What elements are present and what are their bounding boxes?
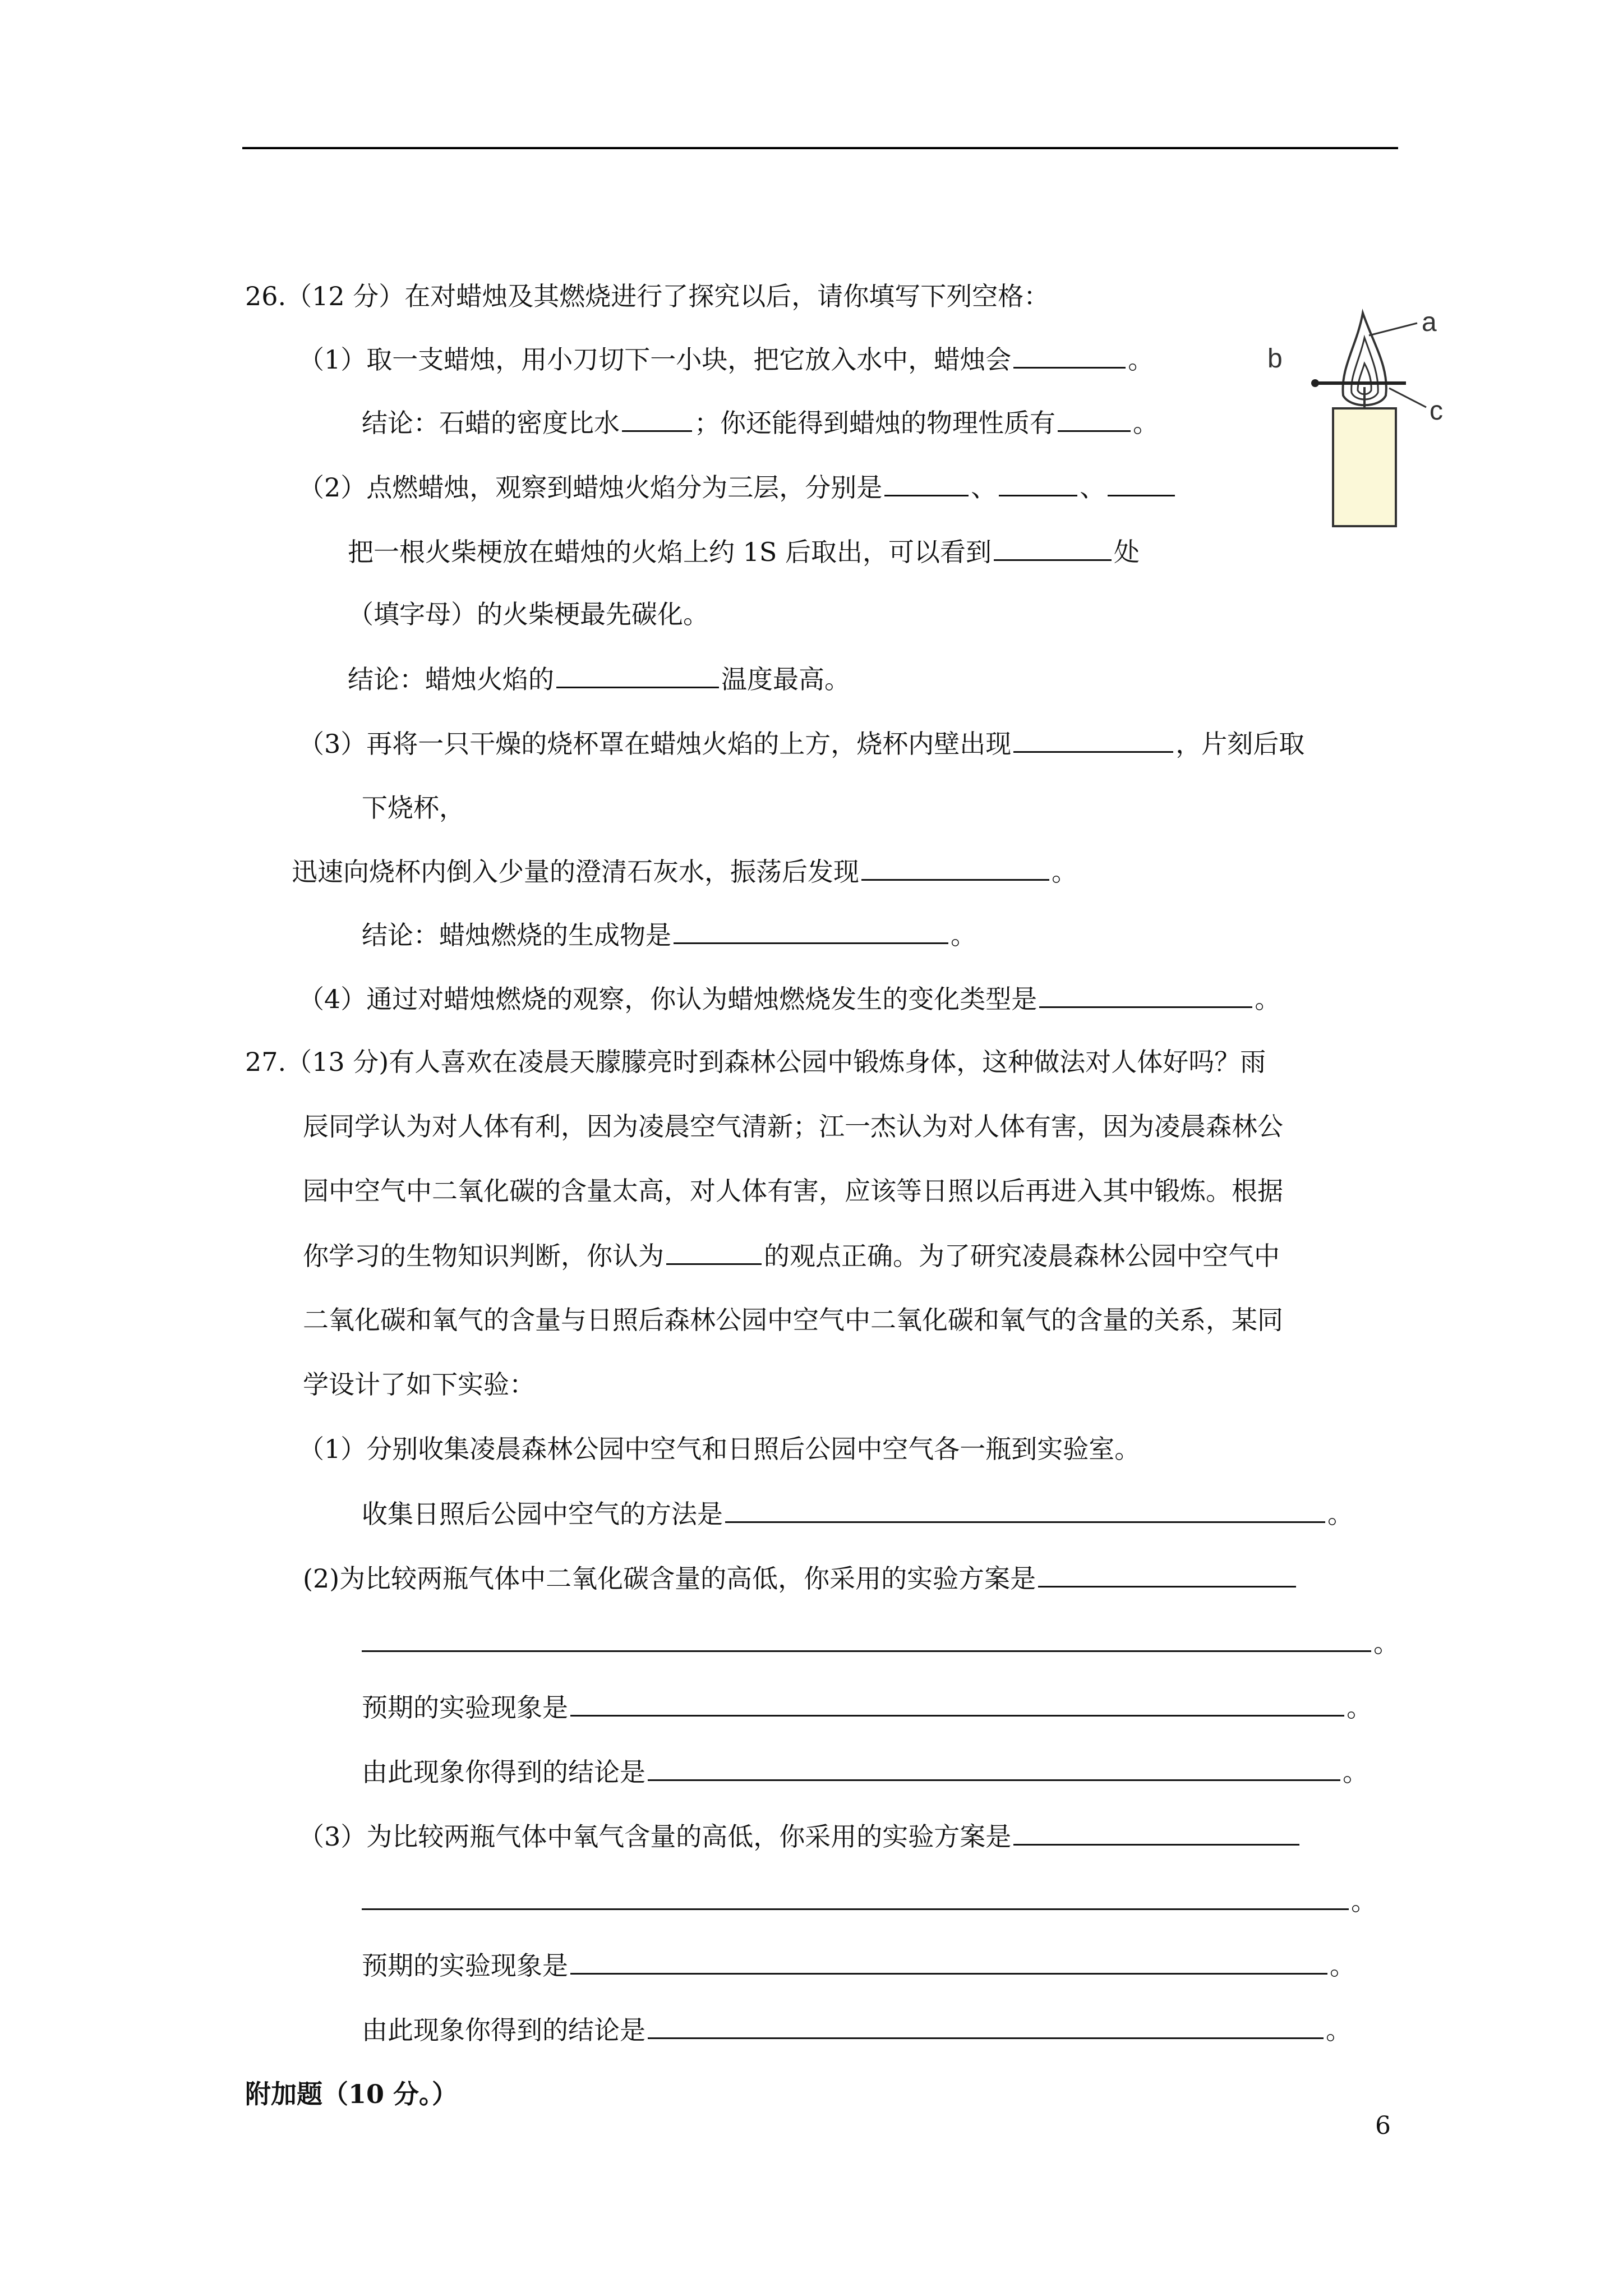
answer-blank[interactable] (556, 662, 719, 688)
answer-blank[interactable] (884, 470, 969, 496)
answer-blank[interactable] (861, 854, 1049, 881)
q26-part2-line3: （填字母）的火柴梗最先碳化。 (348, 599, 709, 629)
answer-blank[interactable] (666, 1239, 762, 1265)
header-rule (242, 147, 1398, 149)
q26-part4-line1: （4）通过对蜡烛燃烧的观察，你认为蜡烛燃烧发生的变化类型是 。 (298, 982, 1280, 1015)
q27-step3-expect: 预期的实验现象是 。 (362, 1948, 1355, 1982)
q27-line5: 二氧化碳和氧气的含量与日照后森林公园中空气中二氧化碳和氧气的含量的关系，某同 (303, 1305, 1283, 1335)
q26-part3-line4: 结论：蜡烛燃烧的生成物是 。 (362, 918, 976, 951)
answer-blank[interactable] (622, 406, 692, 432)
answer-blank[interactable] (648, 2013, 1324, 2039)
q26-part1-line1: （1）取一支蜡烛，用小刀切下一小块，把它放入水中，蜡烛会 。 (298, 342, 1154, 376)
q26-part2-line4: 结论：蜡烛火焰的 温度最高。 (348, 662, 850, 696)
answer-blank[interactable] (1058, 406, 1131, 432)
q26-header: 26.（12 分）在对蜡烛及其燃烧进行了探究以后，请你填写下列空格： (245, 281, 1050, 311)
q27-step1: （1）分别收集凌晨森林公园中空气和日照后公园中空气各一瓶到实验室。 (298, 1434, 1141, 1464)
answer-blank[interactable] (648, 1755, 1340, 1781)
q27-step2-plan-cont: 。 (362, 1626, 1399, 1659)
matchstick-head (1311, 379, 1319, 387)
q27-line6: 学设计了如下实验： (303, 1369, 535, 1400)
candle-body (1333, 408, 1396, 526)
answer-blank[interactable] (725, 1497, 1325, 1523)
answer-blank[interactable] (674, 918, 948, 944)
q26-part2-line2: 把一根火柴梗放在蜡烛的火焰上约 1S 后取出，可以看到 处 (348, 535, 1140, 568)
q27-step3-plan-cont: 。 (362, 1884, 1377, 1917)
answer-blank[interactable] (999, 470, 1077, 496)
label-a: a (1422, 307, 1437, 337)
q26-part3-line1: （3）再将一只干燥的烧杯罩在蜡烛火焰的上方，烧杯内壁出现 ，片刻后取 (298, 726, 1304, 760)
q27-step3-conclude: 由此现象你得到的结论是 。 (362, 2013, 1352, 2046)
q27-step1-collect: 收集日照后公园中空气的方法是 。 (362, 1497, 1353, 1530)
answer-blank[interactable] (1013, 726, 1173, 753)
page-number: 6 (1375, 2111, 1391, 2140)
answer-blank[interactable] (570, 1948, 1327, 1975)
pointer-line-c (1389, 388, 1426, 407)
q27-step3: （3）为比较两瓶气体中氧气含量的高低，你采用的实验方案是 (298, 1819, 1302, 1853)
q27-step2-conclude: 由此现象你得到的结论是 。 (362, 1755, 1368, 1788)
answer-blank[interactable] (1108, 470, 1175, 496)
q27-line3: 园中空气中二氧化碳的含量太高，对人体有害，应该等日照以后再进入其中锻炼。根据 (303, 1176, 1283, 1206)
q27-step2-expect: 预期的实验现象是 。 (362, 1690, 1372, 1724)
q27-line1: 27.（13 分)有人喜欢在凌晨天朦朦亮时到森林公园中锻炼身体，这种做法对人体好吗？雨 (245, 1047, 1266, 1077)
answer-blank[interactable] (1039, 982, 1252, 1008)
answer-blank[interactable] (994, 535, 1112, 561)
q26-part3-line2: 下烧杯， (362, 793, 465, 823)
answer-blank[interactable] (362, 1626, 1371, 1652)
label-c: c (1430, 396, 1443, 426)
q26-part3-line3: 迅速向烧杯内倒入少量的澄清石灰水，振荡后发现 。 (292, 854, 1077, 888)
label-b: b (1267, 344, 1283, 374)
q27-line4: 你学习的生物知识判断，你认为 的观点正确。为了研究凌晨森林公园中空气中 (303, 1239, 1280, 1272)
answer-blank[interactable] (1013, 1819, 1299, 1846)
q27-step2: (2)为比较两瓶气体中二氧化碳含量的高低，你采用的实验方案是 (303, 1561, 1298, 1595)
q26-part1-line2: 结论：石蜡的密度比水 ；你还能得到蜡烛的物理性质有 。 (362, 406, 1159, 439)
q27-line2: 辰同学认为对人体有利，因为凌晨空气清新；江一杰认为对人体有害，因为凌晨森林公 (303, 1111, 1283, 1142)
answer-blank[interactable] (570, 1690, 1344, 1717)
pointer-line-a (1369, 323, 1417, 335)
answer-blank[interactable] (1013, 342, 1126, 369)
q26-part2-line1: （2）点燃蜡烛，观察到蜡烛火焰分为三层，分别是 、 、 (298, 470, 1177, 504)
bonus-heading: 附加题（10 分。） (245, 2079, 458, 2109)
candle-flame-figure (1259, 303, 1472, 533)
answer-blank[interactable] (1038, 1561, 1296, 1588)
answer-blank[interactable] (362, 1884, 1349, 1910)
